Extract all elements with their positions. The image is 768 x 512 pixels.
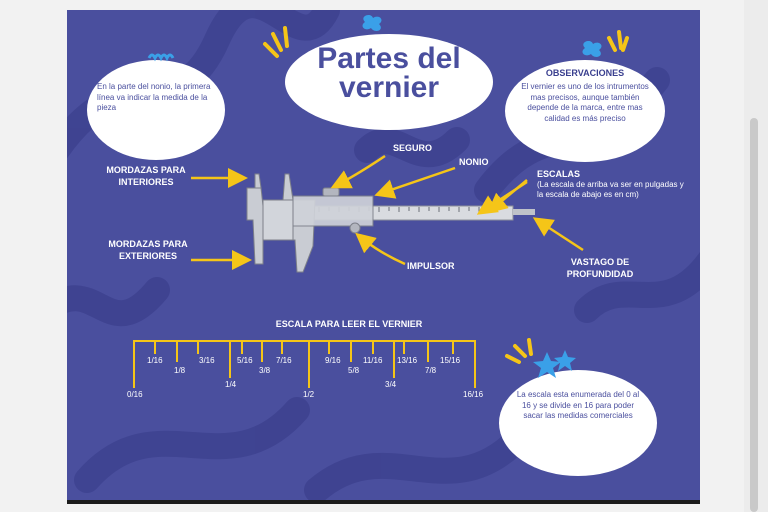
scrollbar-thumb[interactable] — [750, 118, 758, 512]
page-title-line2: vernier — [338, 71, 440, 104]
scale-tick-0-16: 0/16 — [127, 390, 143, 399]
scale-tick-7-16: 7/16 — [276, 356, 292, 365]
label-impulsor: IMPULSOR — [407, 261, 455, 271]
infographic-page — [67, 10, 700, 500]
scale-tick-1-16: 1/16 — [147, 356, 163, 365]
scale-title: ESCALA PARA LEER EL VERNIER — [275, 319, 423, 329]
label-mordazas-interiores: MORDAZAS PARA INTERIORES — [106, 165, 186, 187]
observaciones-text: El vernier es uno de los intrumentos mas precisos, aunque también depende de la marca, entre mas calidad es más preciso — [521, 82, 649, 123]
reading-scale — [67, 10, 700, 500]
scale-tick-3-8: 3/8 — [259, 366, 271, 375]
scale-tick-7-8: 7/8 — [425, 366, 437, 375]
scale-tick-3-16: 3/16 — [199, 356, 215, 365]
observaciones-heading: OBSERVACIONES — [545, 68, 625, 78]
scale-tick-13-16: 13/16 — [397, 356, 418, 365]
page-title-line1: Partes del — [317, 42, 461, 75]
scale-tick-5-16: 5/16 — [237, 356, 253, 365]
page-bottom-border — [67, 500, 700, 504]
scale-tick-11-16: 11/16 — [363, 356, 383, 365]
scale-tick-9-16: 9/16 — [325, 356, 341, 365]
label-mordazas-exteriores: MORDAZAS PARA EXTERIORES — [108, 239, 188, 261]
scale-tick-16-16: 16/16 — [463, 390, 484, 399]
scale-tick-15-16: 15/16 — [440, 356, 461, 365]
scale-tick-1-4: 1/4 — [225, 380, 237, 389]
scale-tick-5-8: 5/8 — [348, 366, 360, 375]
nonio-note-text: En la parte del nonio, la primera línea va indicar la medida de la pieza — [97, 82, 211, 112]
scale-note-text: La escala esta enumerada del 0 al 16 y se divide en 16 para poder sacar las medidas comerciales — [516, 390, 640, 420]
label-vastago: VASTAGO DE PROFUNDIDAD — [566, 257, 634, 279]
label-seguro: SEGURO — [393, 143, 433, 153]
scale-tick-1-2: 1/2 — [303, 390, 315, 399]
label-escalas: ESCALAS — [537, 169, 581, 179]
label-escalas-note: (La escala de arriba va ser en pulgadas y la escala de abajo es en cm) — [537, 180, 684, 199]
scale-tick-3-4: 3/4 — [385, 380, 397, 389]
label-nonio: NONIO — [459, 157, 489, 167]
scale-tick-1-8: 1/8 — [174, 366, 186, 375]
